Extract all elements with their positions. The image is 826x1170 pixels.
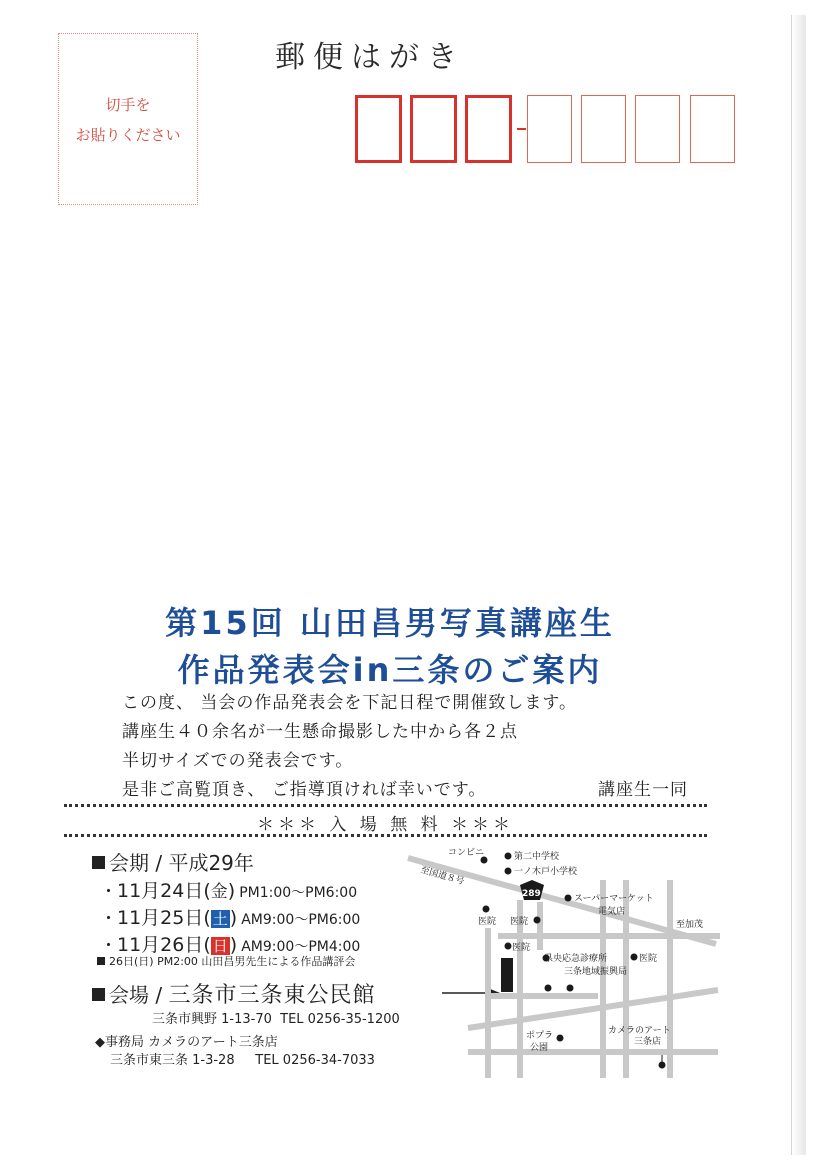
square-bullet-icon — [92, 988, 105, 1001]
map-label: 三条地域振興局 — [564, 967, 628, 977]
date-close: ) — [229, 934, 238, 956]
critique-note — [97, 953, 355, 969]
map-label: 公園 — [530, 1043, 549, 1053]
date: 11月25日( — [117, 907, 211, 929]
body-line: 是非ご高覧頂き、 ご指導頂ければ幸いです。 — [122, 780, 487, 800]
map-label: 電気店 — [598, 907, 626, 917]
map-marker — [505, 868, 512, 875]
critique-note-text: 26日(日) PM2:00 山田昌男先生による作品講評会 — [109, 955, 356, 968]
postal-code-box — [465, 95, 512, 163]
page-edge — [791, 15, 806, 1155]
postal-code-box — [635, 95, 680, 163]
map-marker — [545, 985, 552, 992]
map-marker — [567, 985, 574, 992]
body-line: この度、 当会の作品発表会を下記日程で開催致します。 — [122, 693, 578, 713]
map-label: 医院 — [478, 917, 497, 927]
office-tel: TEL 0256-34-7033 — [255, 1053, 375, 1068]
map-label: 至国道８号 — [419, 865, 466, 888]
body-line: 講座生４０余名が一生懸命撮影した中から各２点 — [122, 722, 518, 742]
map-route-number: 289 — [522, 889, 541, 899]
map-label: 医院 — [512, 943, 531, 953]
time: AM9:00～PM4:00 — [241, 939, 361, 955]
date-row — [100, 903, 360, 930]
postcard-title: 郵便はがき — [275, 40, 465, 75]
map-marker — [505, 853, 512, 860]
stamp-label-line1: 切手を — [105, 96, 151, 114]
map-label: ポプラ — [526, 1031, 554, 1041]
map-label: スーパーマーケット — [574, 894, 654, 904]
postal-code-box — [581, 95, 626, 163]
weekday: 金 — [210, 882, 228, 902]
venue-address — [152, 1008, 400, 1027]
venue-heading — [92, 978, 375, 1009]
bullet: ・ — [100, 909, 117, 929]
postal-code-box — [527, 95, 572, 163]
map-label: 県央応急診療所 — [544, 954, 608, 964]
map-label: カメラのアート — [608, 1026, 671, 1036]
map-marker — [565, 895, 572, 902]
postal-code-box — [690, 95, 735, 163]
date-close: ) — [229, 907, 238, 929]
map-label: 至加茂 — [676, 920, 704, 930]
period-heading — [92, 847, 254, 876]
map-label: 三条店 — [634, 1037, 662, 1047]
time: PM1:00～PM6:00 — [239, 885, 358, 901]
map-marker — [483, 906, 490, 913]
office-address-text: 三条市東三条 1-3-28 — [110, 1053, 235, 1068]
headline-line1: 第15回 山田昌男写真講座生 — [165, 604, 615, 642]
body-line: 半切サイズでの発表会です。 — [122, 751, 354, 771]
office-label: ◆事務局 カメラのアート三条店 — [95, 1035, 278, 1050]
headline-line2: 作品発表会in三条のご案内 — [177, 651, 603, 689]
weekday-badge: 日 — [212, 937, 228, 955]
venue-address-text: 三条市興野 1-13-70 — [152, 1012, 272, 1027]
map-label: 第二中学校 — [514, 852, 560, 862]
time: AM9:00～PM6:00 — [241, 912, 361, 928]
period-label: 会期 / 平成29年 — [109, 851, 254, 875]
access-map — [398, 840, 720, 1080]
free-admission: ＊＊＊ 入 場 無 料 ＊＊＊ — [256, 815, 515, 835]
dotted-divider — [64, 834, 707, 837]
weekday-badge: 土 — [212, 910, 228, 928]
stamp-area — [58, 33, 198, 205]
venue-name: 三条市三条東公民館 — [168, 983, 376, 1008]
signature: 講座生一同 — [598, 780, 688, 800]
map-venue-marker — [501, 958, 513, 992]
map-marker — [557, 1035, 564, 1042]
venue-tel: TEL 0256-35-1200 — [280, 1012, 400, 1027]
date-close: ) — [227, 880, 236, 902]
date: 11月24日( — [117, 880, 211, 902]
postal-code-box — [355, 95, 402, 163]
stamp-label-line2: お貼りください — [75, 126, 181, 144]
venue-label: 会場 / — [109, 983, 169, 1007]
postal-code-dash — [517, 128, 526, 130]
map-marker — [631, 954, 638, 961]
map-label: 医院 — [639, 954, 658, 964]
square-bullet-icon — [97, 957, 105, 965]
date: 11月26日( — [117, 934, 211, 956]
map-label: 医院 — [510, 917, 529, 927]
map-marker — [534, 917, 541, 924]
map-labels — [419, 847, 703, 1053]
postal-code-box — [410, 95, 457, 163]
map-label: コンビニ — [448, 848, 485, 858]
date-row — [100, 876, 357, 903]
map-marker — [505, 943, 512, 950]
dotted-divider — [64, 804, 707, 807]
map-label: 一ノ木戸小学校 — [514, 867, 578, 877]
square-bullet-icon — [92, 856, 105, 869]
office-address — [110, 1049, 375, 1068]
bullet: ・ — [100, 936, 117, 956]
bullet: ・ — [100, 882, 117, 902]
